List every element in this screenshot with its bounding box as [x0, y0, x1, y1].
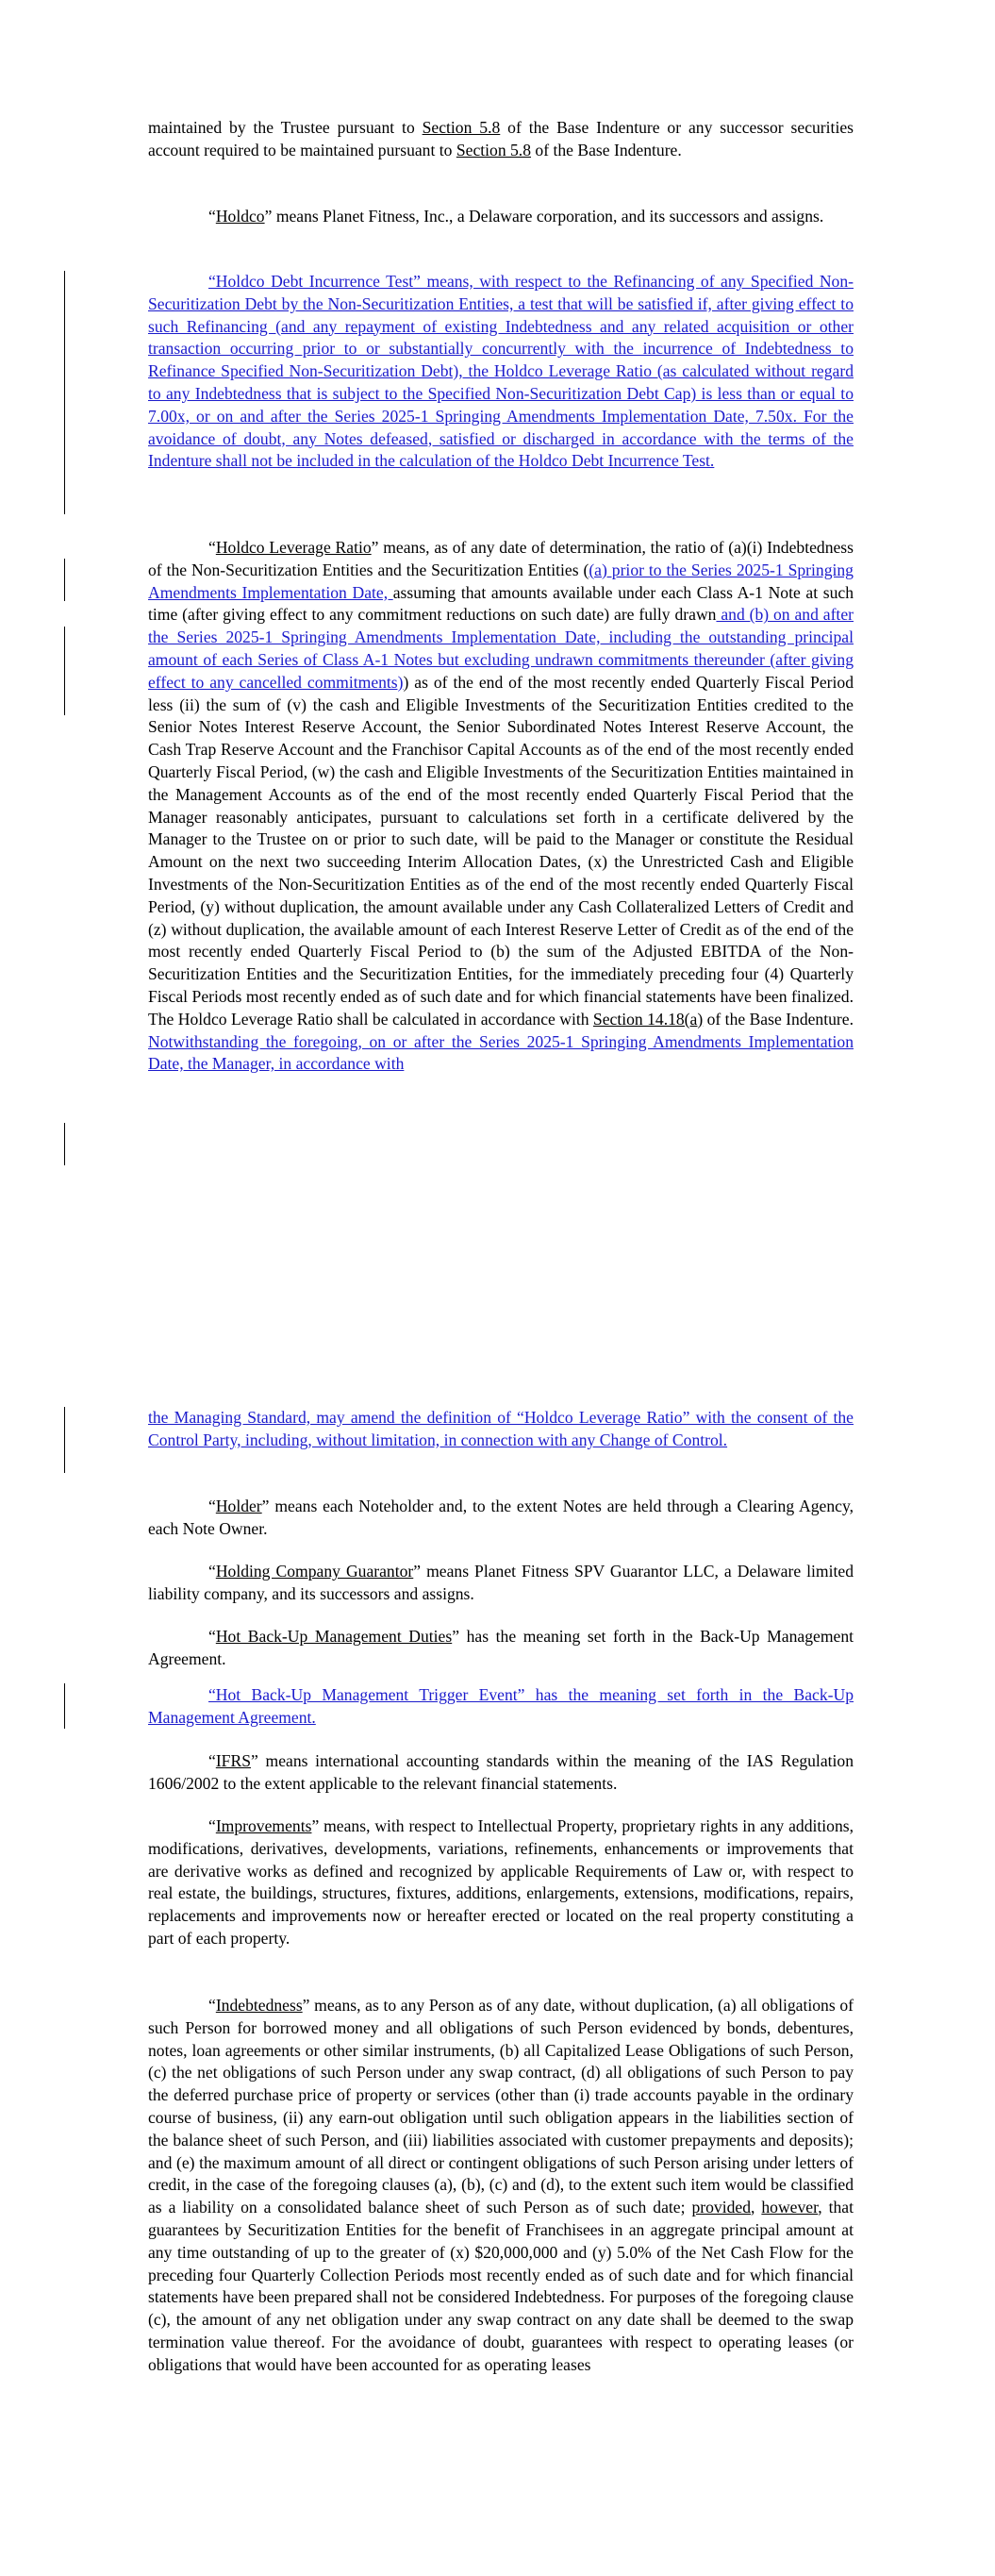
defined-term: Improvements: [215, 1816, 312, 1835]
defined-term: Holder: [215, 1497, 262, 1515]
change-bar-hlr-managing-standard: [64, 1407, 65, 1473]
change-bar-holdco-debt-incurrence-test: [64, 271, 65, 514]
definition-improvements: “Improvements” means, with respect to Intellectual Property, proprietary rights in any additions, modifications, derivatives, developments, variations, refinements, enhancements or improvements that are derivative works as defined and recognized by applicable Requirements of Law or, with respect to real estate, the buildings, structures, fixtures, additions, enlargements, extensions, modifications, repairs, replacements and improvements now or hereafter erected or located on the real property constituting a part of each property.: [148, 1816, 854, 1948]
defined-term: Holdco: [215, 207, 265, 226]
inserted-text: (a) prior to the Series 2025-1 Springing Amendments Implementation Date,: [148, 560, 854, 602]
defined-term: IFRS: [215, 1751, 251, 1770]
change-bar-hlr-on-after: [64, 627, 65, 715]
section-ref: Section 5.8: [422, 118, 501, 137]
section-ref: Section 5.8: [456, 140, 532, 159]
defined-term: Holdco Leverage Ratio: [215, 538, 372, 557]
defined-term: Hot Back-Up Management Duties: [215, 1627, 453, 1646]
definition-holding-company-guarantor: “Holding Company Guarantor” means Planet Fitness SPV Guarantor LLC, a Delaware limited liability company, and its successors and assigns.: [148, 1562, 854, 1603]
proviso-term: provided: [691, 2198, 751, 2217]
definition-ifrs: “IFRS” means international accounting standards within the meaning of the IAS Regulation 1606/2002 to the extent applicable to the relevant financial statements.: [148, 1751, 854, 1793]
change-bar-hlr-notwithstanding: [64, 1123, 65, 1165]
change-bar-hlr-prior: [64, 559, 65, 601]
definition-hot-back-up-management-trigger-event: “Hot Back-Up Management Trigger Event” has the meaning set forth in the Back-Up Management Agreement.: [148, 1685, 854, 1727]
definition-holdco-debt-incurrence-test: “Holdco Debt Incurrence Test” means, with respect to the Refinancing of any Specified Non-Securitization Debt by the Non-Securitization Entities, a test that will be satisfied if, after giving effect to such Refinancing (and any repayment of existing Indebtedness and any related acquisition or other transaction occurring prior to or substantially concurrently with the incurrence of Indebtedness to Refinance Specified Non-Securitization Debt), the Holdco Leverage Ratio (as calculated without regard to any Indebtedness that is subject to the Specified Non-Securitization Debt Cap) is less than or equal to 7.00x, or on and after the Series 2025-1 Springing Amendments Implementation Date, 7.50x. For the avoidance of doubt, any Notes defeased, satisfied or discharged in accordance with the terms of the Indenture shall not be included in the calculation of the Holdco Debt Incurrence Test.: [148, 272, 854, 471]
definition-indebtedness: “Indebtedness” means, as to any Person as of any date, without duplication, (a) all obligations of such Person for borrowed money and all obligations of such Person evidenced by bonds, debentures, notes, loan agreements or other similar instruments, (b) all Capitalized Lease Obligations of such Person, (c) the net obligations of such Person under any swap contract, (d) all obligations of such Person to pay the deferred purchase price of property or services (other than (i) trade accounts payable in the ordinary course of business, (ii) any earn-out obligation until such obligation appears in the liabilities section of the balance sheet of such Person, and (iii) liabilities associated with customer prepayments and deposits); and (e) the maximum amount of all direct or contingent obligations of such Person arising under letters of credit, in the case of the foregoing clauses (a), (b), (c) and (d), to the extent such item would be classified as a liability on a consolidated balance sheet of such Person as of such date; provided, however, that guarantees by Securitization Entities for the benefit of Franchisees in an aggregate principal amount at any time outstanding of up to the greater of (x) $20,000,000 and (y) 5.0% of the Net Cash Flow for the preceding four Quarterly Collection Periods most recently ended as of such date and for which financial statements have been prepared shall not be considered Indebtedness. For purposes of the foregoing clause (c), the amount of any net obligation under any swap contract on any date shall be deemed to the swap termination value thereof. For the avoidance of doubt, guarantees with respect to operating leases (or obligations that would have been accounted for as operating leases: [148, 1996, 854, 2374]
change-bar-hot-back-up-trigger: [64, 1683, 65, 1729]
defined-term: Indebtedness: [215, 1996, 303, 2015]
section-ref: Section 14.18(a): [592, 1009, 704, 1029]
inserted-text: and (b) on and after the Series 2025-1 Springing Amendments Implementation Date, including the outstanding principal amount of each Series of Class A-1 Notes but excluding undrawn commitments thereunder (after giving effect to any cancelled commitments): [148, 605, 854, 692]
defined-term: Holding Company Guarantor: [215, 1562, 414, 1581]
inserted-text: Notwithstanding the foregoing, on or after the Series 2025-1 Springing Amendments Implementation Date, the Manager, in accordance with: [148, 1031, 854, 1074]
definition-hot-back-up-management-duties: “Hot Back-Up Management Duties” has the meaning set forth in the Back-Up Management Agreement.: [148, 1627, 854, 1668]
definition-holdco-leverage-ratio-continued: the Managing Standard, may amend the definition of “Holdco Leverage Ratio” with the consent of the Control Party, including, without limitation, in connection with any Change of Control.: [148, 1408, 854, 1449]
proviso-term: however: [761, 2198, 819, 2217]
definition-holdco: “Holdco” means Planet Fitness, Inc., a Delaware corporation, and its successors and assigns.: [208, 207, 824, 226]
definition-holder: “Holder” means each Noteholder and, to the extent Notes are held through a Clearing Agency, each Note Owner.: [148, 1497, 854, 1538]
paragraph-continuation: maintained by the Trustee pursuant to Section 5.8 of the Base Indenture or any successor securities account required to be maintained pursuant to Section 5.8 of the Base Indenture.: [148, 118, 854, 159]
definition-holdco-leverage-ratio: “Holdco Leverage Ratio” means, as of any date of determination, the ratio of (a)(i) Indebtedness of the Non-Securitization Entities and the Securitization Entities ((a) prior to the Series 2025-1 Springing Amendments Implementation Date, assuming that amounts available under each Class A-1 Note at such time (after giving effect to any commitment reductions on such date) are fully drawn and (b) on and after the Series 2025-1 Springing Amendments Implementation Date, including the outstanding principal amount of each Series of Class A-1 Notes but excluding undrawn commitments thereunder (after giving effect to any cancelled commitments)) as of the end of the most recently ended Quarterly Fiscal Period less (ii) the sum of (v) the cash and Eligible Investments of the Securitization Entities credited to the Senior Notes Interest Reserve Account, the Senior Subordinated Notes Interest Reserve Account, the Cash Trap Reserve Account and the Franchisor Capital Accounts as of the end of the most recently ended Quarterly Fiscal Period, (w) the cash and Eligible Investments of the Securitization Entities maintained in the Management Accounts as of the end of the most recently ended Quarterly Fiscal Period that the Manager reasonably anticipates, pursuant to calculations set forth in a certificate delivered by the Manager to the Trustee on or prior to such date, will be paid to the Manager or constitute the Residual Amount on the next two succeeding Interim Allocation Dates, (x) the Unrestricted Cash and Eligible Investments of the Non-Securitization Entities as of the end of the most recently ended Quarterly Fiscal Period, (y) without duplication, the amount available under any Cash Collateralized Letters of Credit and (z) without duplication, the available amount of each Interest Reserve Letter of Credit as of the end of the most recently ended Quarterly Fiscal Period to (b) the sum of the Adjusted EBITDA of the Non-Securitization Entities and the Securitization Entities, for the immediately preceding four (4) Quarterly Fiscal Periods most recently ended as of such date and for which financial statements have been finalized. The Holdco Leverage Ratio shall be calculated in accordance with Section 14.18(a) of the Base Indenture. Notwithstanding the foregoing, on or after the Series 2025-1 Springing Amendments Implementation Date, the Manager, in accordance with: [148, 538, 854, 1074]
